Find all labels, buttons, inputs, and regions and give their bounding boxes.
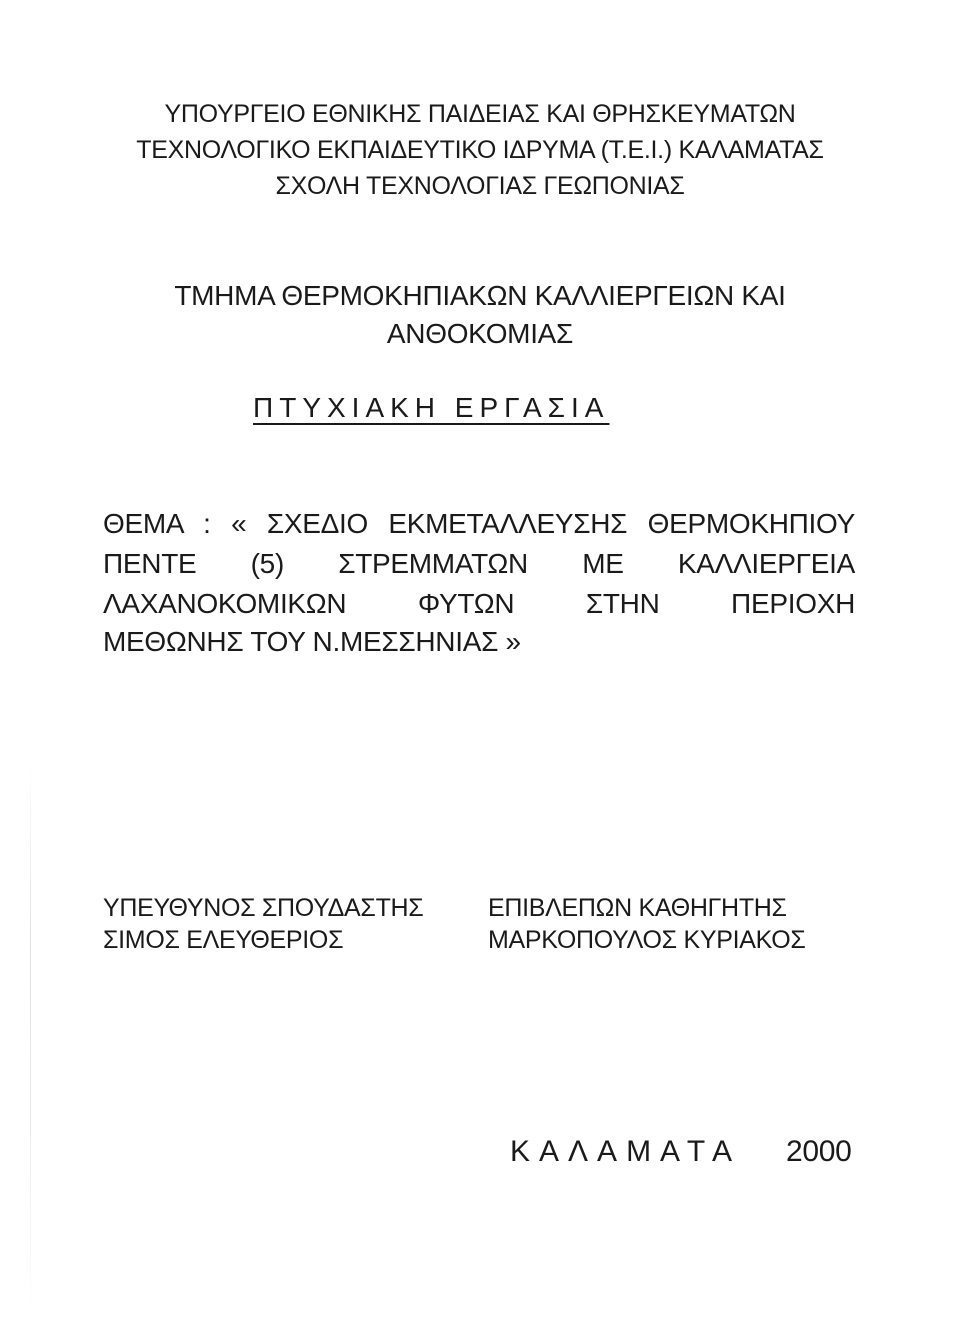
school-line: ΣΧΟΛΗ ΤΕΧΝΟΛΟΓΙΑΣ ΓΕΩΠΟΝΙΑΣ xyxy=(275,172,685,200)
department-line-1: ΤΜΗΜΑ ΘΕΡΜΟΚΗΠΙΑΚΩΝ ΚΑΛΛΙΕΡΓΕΙΩΝ ΚΑΙ xyxy=(174,280,786,311)
footer-city: ΚΑΛΑΜΑΤΑ xyxy=(510,1135,741,1168)
scan-artifact-line xyxy=(30,760,31,1320)
subject-line-4: ΜΕΘΩΝΗΣ ΤΟΥ Ν.ΜΕΣΣΗΝΙΑΣ » xyxy=(103,626,521,657)
institution-line: ΤΕΧΝΟΛΟΓΙΚΟ ΕΚΠΑΙΔΕΥΤΙΚΟ ΙΔΡΥΜΑ (Τ.Ε.Ι.) ΚΑΛΑΜΑΤΑΣ xyxy=(136,136,824,164)
ministry-line: ΥΠΟΥΡΓΕΙΟ ΕΘΝΙΚΗΣ ΠΑΙΔΕΙΑΣ ΚΑΙ ΘΡΗΣΚΕΥΜΑΤΩΝ xyxy=(164,100,796,128)
student-role: ΥΠΕΥΘΥΝΟΣ ΣΠΟΥΔΑΣΤΗΣ xyxy=(103,894,424,922)
subject-line-1: ΘΕΜΑ : « ΣΧΕΔΙΟ ΕΚΜΕΤΑΛΛΕΥΣΗΣ ΘΕΡΜΟΚΗΠΙΟΥ xyxy=(103,508,855,539)
subject-line-3: ΛΑΧΑΝΟΚΟΜΙΚΩΝ ΦΥΤΩΝ ΣΤΗΝ ΠΕΡΙΟΧΗ xyxy=(103,588,855,619)
student-name: ΣΙΜΟΣ ΕΛΕΥΘΕΡΙΟΣ xyxy=(103,926,344,954)
supervisor-name: ΜΑΡΚΟΠΟΥΛΟΣ ΚΥΡΙΑΚΟΣ xyxy=(488,926,806,954)
supervisor-role: ΕΠΙΒΛΕΠΩΝ ΚΑΘΗΓΗΤΗΣ xyxy=(488,894,787,922)
department-line-2: ΑΝΘΟΚΟΜΙΑΣ xyxy=(386,318,574,349)
footer-year: 2000 xyxy=(786,1135,852,1168)
subject-line-2: ΠΕΝΤΕ (5) ΣΤΡΕΜΜΑΤΩΝ ΜΕ ΚΑΛΛΙΕΡΓΕΙΑ xyxy=(103,548,855,579)
thesis-title: ΠΤΥΧΙΑΚΗ ΕΡΓΑΣΙΑ xyxy=(253,392,610,423)
